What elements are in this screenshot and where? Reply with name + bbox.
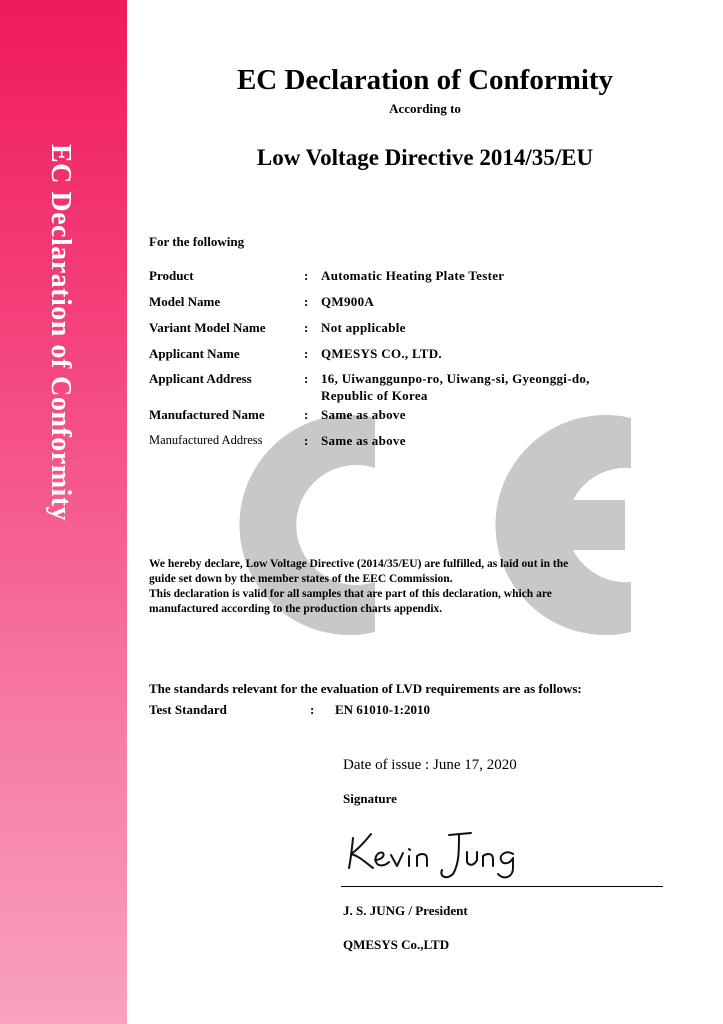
detail-separator: : [304, 407, 309, 422]
test-standard-label: Test Standard [149, 702, 227, 717]
detail-separator: : [304, 320, 309, 335]
test-standard-value: EN 61010-1:2010 [335, 702, 430, 717]
page-subtitle: According to [389, 101, 461, 116]
detail-value-line2: Republic of Korea [321, 388, 428, 403]
detail-separator: : [304, 371, 309, 386]
details-lead: For the following [149, 234, 245, 249]
sidebar-band [0, 0, 127, 1024]
detail-label: Applicant Name [149, 346, 240, 361]
detail-value: QM900A [321, 294, 375, 309]
declaration-text [149, 557, 649, 617]
detail-separator: : [304, 294, 309, 309]
detail-label: Product [149, 268, 194, 283]
signature-line [341, 886, 663, 887]
detail-value: 16, Uiwanggunpo-ro, Uiwang-si, Gyeonggi-do, [321, 371, 590, 386]
signature-image [343, 822, 523, 882]
detail-label: Manufactured Name [149, 407, 265, 422]
test-standard-separator: : [310, 702, 315, 717]
detail-value: Not applicable [321, 320, 406, 335]
declaration-line: This declaration is valid for all samples that are part of this declaration, which are [149, 588, 552, 600]
detail-value: Automatic Heating Plate Tester [321, 268, 505, 283]
declaration-line: We hereby declare, Low Voltage Directive (2014/35/EU) are fulfilled, as laid out in the [149, 558, 569, 570]
detail-label: Manufactured Address [149, 433, 263, 447]
sidebar-vertical-title: EC Declaration of Conformity [45, 144, 76, 522]
detail-separator: : [304, 268, 309, 283]
detail-label: Applicant Address [149, 371, 252, 386]
directive-title: Low Voltage Directive 2014/35/EU [256, 145, 594, 170]
page-title: EC Declaration of Conformity [236, 64, 614, 96]
signature-label: Signature [343, 791, 397, 806]
date-of-issue: Date of issue : June 17, 2020 [343, 757, 517, 773]
declaration-line: manufactured according to the production charts appendix. [149, 603, 443, 615]
standards-heading: The standards relevant for the evaluation of LVD requirements are as follows: [149, 681, 582, 696]
company-name: QMESYS Co.,LTD [343, 937, 450, 952]
detail-label: Variant Model Name [149, 320, 266, 335]
signer-name: J. S. JUNG / President [343, 903, 468, 918]
declaration-line: guide set down by the member states of the EEC Commission. [149, 573, 453, 585]
detail-value: QMESYS CO., LTD. [321, 346, 442, 361]
detail-separator: : [304, 433, 309, 448]
detail-value: Same as above [321, 433, 406, 448]
detail-separator: : [304, 346, 309, 361]
detail-value: Same as above [321, 407, 406, 422]
detail-label: Model Name [149, 294, 221, 309]
